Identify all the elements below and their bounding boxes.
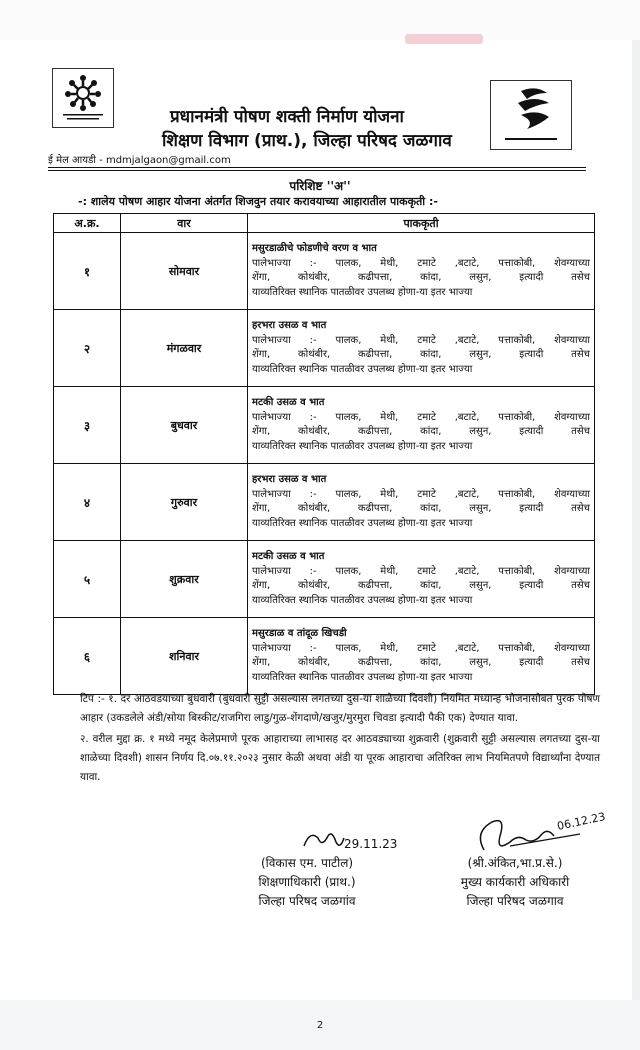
recipe-dish: मटकी उसळ व भात xyxy=(252,397,325,408)
viewer-top-bar xyxy=(0,0,640,40)
signature-block-right xyxy=(430,854,600,911)
recipe-veg-line-3: याव्यतिरिक्त स्थानिक पातळीवर उपलब्ध होणा-या इतर भाज्या xyxy=(252,286,473,298)
row-recipe xyxy=(248,618,595,695)
signature-left-mark xyxy=(300,824,400,856)
recipe-veg-line-1: पालेभाज्या :- पालक, मेथी, टमाटे ,बटाटे, पत्ताकोबी, शेवग्याच्या xyxy=(252,257,590,269)
table-row xyxy=(54,310,595,387)
row-recipe xyxy=(248,541,595,618)
signatory-left-name: (विकास एम. पाटील) xyxy=(260,856,354,870)
annexure-label: परिशिष्ट ''अ'' xyxy=(289,179,351,193)
notes-section xyxy=(80,690,600,787)
menu-subtitle: -: शालेय पोषण आहार योजना अंतर्गत शिजवुन तयार करावयाच्या आहारातील पाककृती :- xyxy=(78,195,438,208)
signature-block-left xyxy=(232,854,382,911)
signatory-right-name: (श्री.अंकित,भा.प्र.से.) xyxy=(467,856,563,870)
recipe-dish: हरभरा उसळ व भात xyxy=(252,474,327,485)
table-row xyxy=(54,541,595,618)
recipe-veg-line-1: पालेभाज्या :- पालक, मेथी, टमाटे ,बटाटे, पत्ताकोबी, शेवग्याच्या xyxy=(252,642,590,654)
scan-smudge xyxy=(405,34,483,44)
recipe-veg-line-2: शेंगा, कोथंबीर, कढीपत्ता, कांदा, लसुन, इत्यादी तसेच xyxy=(252,349,590,360)
header-day: वार xyxy=(121,214,248,233)
table-row xyxy=(54,233,595,310)
row-day: मंगळवार xyxy=(121,310,248,387)
recipe-veg-line-2: शेंगा, कोथंबीर, कढीपत्ता, कांदा, लसुन, इत्यादी तसेच xyxy=(252,580,590,591)
note-2: २. वरील मुद्दा क्र. १ मध्ये नमूद केलेप्रमाणे पूरक आहाराच्या लाभासह दर आठवड्याच्या शुक्रवारी (शुक्रवारी सुट्टी असल्यास लगतच्या दुस-या शाळेच्या दिवशी) शासन निर्णय दि.०७.११.२०२३ नुसार केळी अथवा अंडी या पूरक आहाराचा अतिरिक्त लाभ नियमितपणे विद्यार्थ्यांना देण्यात यावा. xyxy=(80,733,600,783)
recipe-veg-line-3: याव्यतिरिक्त स्थानिक पातळीवर उपलब्ध होणा-या इतर भाज्या xyxy=(252,671,473,683)
note-1: टिप :- १. दर आठवडयाच्या बुधवारी (बुधवारी सुट्टी असल्यास लगतच्या दुस-या शाळेच्या दिवशी) नियमित मध्यान्ह भोजनासोबत पुरक पोषण आहार (उकडलेले अंडी/सोया बिस्कीट/राजगिरा लाडु/गुळ-शेंगदाणे/खजुर/मुरमुरा चिवडा इत्यादी पैकी एक) देण्यात यावा. xyxy=(80,693,600,724)
row-serial: २ xyxy=(54,310,121,387)
recipe-veg-line-2: शेंगा, कोथंबीर, कढीपत्ता, कांदा, लसुन, इत्यादी तसेच xyxy=(252,272,590,283)
recipe-dish: मटकी उसळ व भात xyxy=(252,551,325,562)
recipe-veg-line-1: पालेभाज्या :- पालक, मेथी, टमाटे ,बटाटे, पत्ताकोबी, शेवग्याच्या xyxy=(252,334,590,346)
row-recipe xyxy=(248,387,595,464)
header-divider-2 xyxy=(48,170,586,171)
recipe-dish: हरभरा उसळ व भात xyxy=(252,320,327,331)
signature-left-date: 29.11.23 xyxy=(344,837,398,851)
pm-poshan-logo xyxy=(52,68,114,128)
recipe-veg-line-3: याव्यतिरिक्त स्थानिक पातळीवर उपलब्ध होणा-या इतर भाज्या xyxy=(252,517,473,529)
recipe-veg-line-3: याव्यतिरिक्त स्थानिक पातळीवर उपलब्ध होणा-या इतर भाज्या xyxy=(252,594,473,606)
signatory-left-office: जिल्हा परिषद जळगांव xyxy=(258,894,356,908)
header-divider xyxy=(48,167,586,168)
signature-right-date: 06.12.23 xyxy=(555,810,607,833)
table-header-row xyxy=(54,214,595,233)
children-circle-icon xyxy=(53,69,113,127)
row-serial: ५ xyxy=(54,541,121,618)
table-row xyxy=(54,464,595,541)
row-recipe xyxy=(248,233,595,310)
row-serial: ३ xyxy=(54,387,121,464)
row-day: सोमवार xyxy=(121,233,248,310)
email-line: ई मेल आयडी - mdmjalgaon@gmail.com xyxy=(48,155,231,166)
recipe-veg-line-1: पालेभाज्या :- पालक, मेथी, टमाटे ,बटाटे, पत्ताकोबी, शेवग्याच्या xyxy=(252,565,590,577)
recipe-veg-line-2: शेंगा, कोथंबीर, कढीपत्ता, कांदा, लसुन, इत्यादी तसेच xyxy=(252,426,590,437)
zp-emblem-icon xyxy=(491,81,571,149)
row-recipe xyxy=(248,310,595,387)
row-serial: ४ xyxy=(54,464,121,541)
department-title: शिक्षण विभाग (प्राथ.), जिल्हा परिषद जळगाव xyxy=(162,131,452,151)
recipe-veg-line-1: पालेभाज्या :- पालक, मेथी, टमाटे ,बटाटे, पत्ताकोबी, शेवग्याच्या xyxy=(252,411,590,423)
recipe-veg-line-3: याव्यतिरिक्त स्थानिक पातळीवर उपलब्ध होणा-या इतर भाज्या xyxy=(252,363,473,375)
table-row xyxy=(54,387,595,464)
row-serial: १ xyxy=(54,233,121,310)
recipe-dish: मसुरडाळीचे फोडणीचे वरण व भात xyxy=(252,243,377,254)
recipe-veg-line-2: शेंगा, कोथंबीर, कढीपत्ता, कांदा, लसुन, इत्यादी तसेच xyxy=(252,503,590,514)
header-serial: अ.क्र. xyxy=(54,214,121,233)
recipe-veg-line-1: पालेभाज्या :- पालक, मेथी, टमाटे ,बटाटे, पत्ताकोबी, शेवग्याच्या xyxy=(252,488,590,500)
row-day: गुरुवार xyxy=(121,464,248,541)
weekly-menu-table xyxy=(53,213,595,695)
signatory-left-designation: शिक्षणाधिकारी (प्राथ.) xyxy=(258,875,356,889)
row-day: शुक्रवार xyxy=(121,541,248,618)
zp-logo xyxy=(490,80,572,150)
signatory-right-office: जिल्हा परिषद जळगाव xyxy=(466,894,564,908)
row-serial: ६ xyxy=(54,618,121,695)
row-day: बुधवार xyxy=(121,387,248,464)
row-day: शनिवार xyxy=(121,618,248,695)
recipe-veg-line-2: शेंगा, कोथंबीर, कढीपत्ता, कांदा, लसुन, इत्यादी तसेच xyxy=(252,657,590,668)
scheme-title: प्रधानमंत्री पोषण शक्ती निर्माण योजना xyxy=(170,107,404,127)
page-number: 2 xyxy=(316,1020,324,1031)
row-recipe xyxy=(248,464,595,541)
signatory-right-designation: मुख्य कार्यकारी अधिकारी xyxy=(460,875,570,889)
recipe-dish: मसुरडाळ व तांदूळ खिचडी xyxy=(252,628,347,639)
table-row xyxy=(54,618,595,695)
header-recipe: पाककृती xyxy=(248,214,595,233)
recipe-veg-line-3: याव्यतिरिक्त स्थानिक पातळीवर उपलब्ध होणा-या इतर भाज्या xyxy=(252,440,473,452)
